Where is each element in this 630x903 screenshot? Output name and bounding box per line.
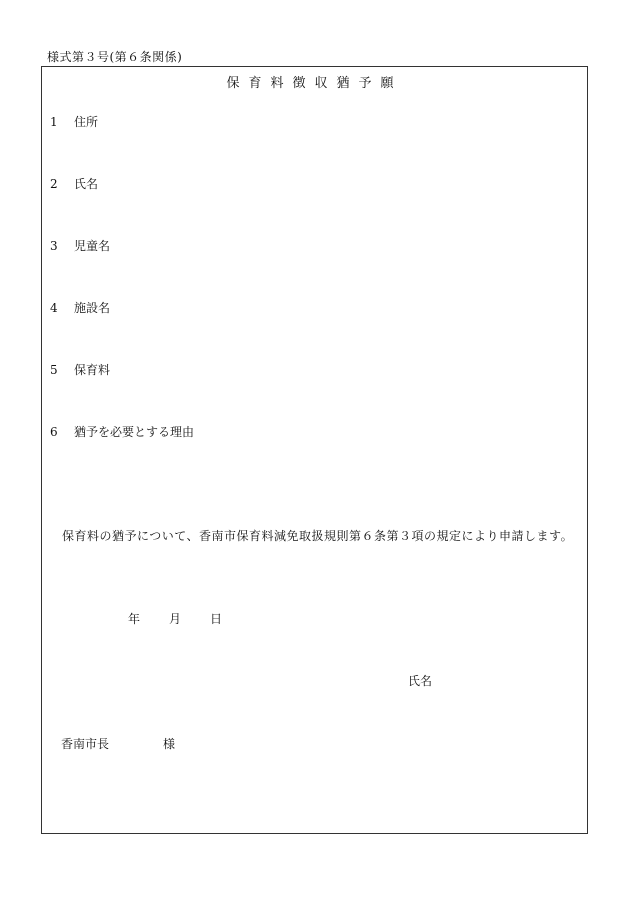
applicant-name-label: 氏名 [408,674,433,688]
addressee-honorific: 様 [163,737,176,751]
item-address [50,113,98,130]
date-month-label: 月 [169,612,182,626]
date-day-label: 日 [210,612,223,626]
item-name [50,175,98,192]
item-child-name [50,237,110,254]
item-childcare-fee [50,361,110,378]
item-number: 2 [50,177,58,191]
form-title: 保育料徴収猶予願 [226,76,403,91]
form-number: 様式第３号(第６条関係) [47,50,183,64]
item-number: 6 [50,425,58,439]
item-label: 児童名 [74,239,111,253]
addressee [61,735,175,752]
application-statement: 保育料の猶予について、香南市保育料減免取扱規則第６条第３項の規定により申請します。 [62,529,574,543]
addressee-name: 香南市長 [61,737,110,751]
date-year-label: 年 [128,612,141,626]
item-number: 3 [50,239,58,253]
date-line [128,610,222,627]
item-label: 氏名 [74,177,99,191]
item-label: 住所 [74,115,99,129]
item-facility-name [50,299,110,316]
item-label: 猶予を必要とする理由 [74,425,195,439]
item-label: 施設名 [74,301,111,315]
item-number: 5 [50,363,58,377]
form-frame [41,66,588,834]
item-label: 保育料 [74,363,111,377]
item-number: 1 [50,115,58,129]
item-reason [50,423,194,440]
item-number: 4 [50,301,58,315]
